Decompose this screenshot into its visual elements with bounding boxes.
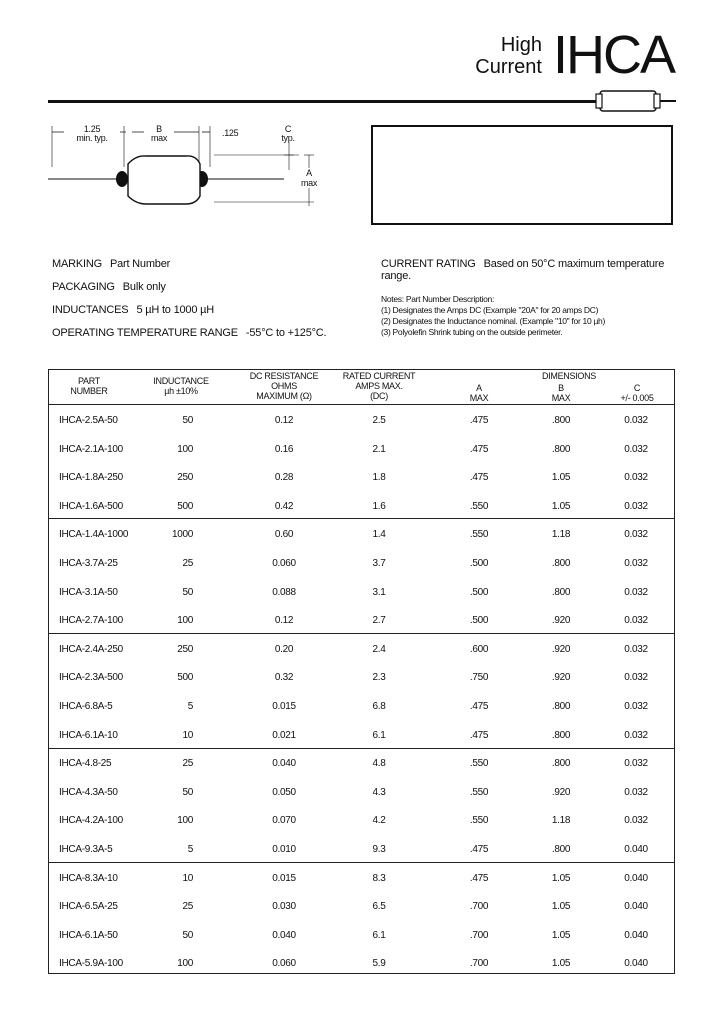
spec-inductances-value: 5 µH to 1000 µH — [136, 304, 214, 316]
th-dcr-3: MAXIMUM (Ω) — [256, 391, 312, 401]
group-divider — [49, 748, 674, 749]
cell-dc-resistance: 0.050 — [272, 786, 296, 798]
cell-dim-c: 0.032 — [624, 586, 648, 598]
cell-dc-resistance: 0.021 — [272, 729, 296, 741]
cell-dim-a: .475 — [469, 701, 489, 712]
cell-dim-a: .550 — [469, 815, 489, 827]
cell-dim-a: .700 — [469, 958, 489, 970]
cell-rated-current: 1.6 — [372, 500, 386, 512]
cell-rated-current: 5.9 — [372, 958, 386, 970]
th-c-2: +/- 0.005 — [620, 393, 654, 403]
th-dim-a — [459, 383, 499, 403]
cell-dim-c: 0.032 — [624, 758, 648, 770]
spec-temperature — [52, 327, 326, 339]
cell-dim-a: .550 — [469, 500, 489, 512]
spec-marking-value: Part Number — [109, 258, 171, 270]
table-row — [49, 501, 674, 515]
cell-part: IHCA-6.1A-10 — [59, 729, 118, 741]
cell-dc-resistance: 0.030 — [272, 901, 296, 913]
note-3: (3) Polyolefin Shrink tubing on the outside perimeter. — [381, 327, 563, 337]
cell-dim-b: .800 — [551, 443, 571, 455]
th-ind-2: µh ±10% — [164, 386, 198, 396]
cell-dim-b: .920 — [551, 643, 571, 655]
dim-c-sub: typ. — [281, 133, 295, 143]
dim-b-sub: max — [150, 133, 168, 143]
cell-dim-a: .475 — [469, 472, 489, 484]
th-rc-1: RATED CURRENT — [342, 371, 416, 381]
cell-dc-resistance: 0.32 — [274, 672, 294, 684]
table-row — [49, 758, 674, 772]
cell-dim-c: 0.040 — [624, 844, 648, 855]
cell-dim-a: .750 — [469, 672, 489, 684]
cell-inductance: 50 — [182, 415, 193, 426]
cell-dim-a: .700 — [469, 929, 489, 941]
th-b-1: B — [558, 383, 564, 393]
cell-dim-c: 0.032 — [624, 786, 648, 798]
cell-inductance: 10 — [182, 729, 193, 741]
cell-rated-current: 6.8 — [372, 701, 386, 712]
cell-dim-c: 0.040 — [624, 958, 648, 970]
th-rc-2: AMPS MAX. — [355, 381, 403, 391]
cell-inductance: 100 — [177, 815, 193, 827]
dim-lead-label: 1.25 — [83, 124, 101, 134]
cell-dim-a: .550 — [469, 786, 489, 798]
spec-inductances-label: INDUCTANCES — [52, 304, 129, 316]
cell-dim-b: 1.18 — [551, 815, 571, 827]
cell-rated-current: 6.1 — [372, 729, 386, 741]
cell-dim-b: .800 — [551, 586, 571, 598]
cell-dim-c: 0.032 — [624, 529, 648, 541]
th-dcr-1: DC RESISTANCE — [249, 371, 319, 381]
cell-rated-current: 2.3 — [372, 672, 386, 684]
cell-dim-b: .800 — [551, 558, 571, 569]
cell-part: IHCA-2.1A-100 — [59, 443, 123, 455]
header-rule — [48, 100, 598, 103]
table-row — [49, 644, 674, 658]
th-dim-c — [609, 383, 665, 403]
th-rated-current — [339, 371, 419, 401]
cell-dim-c: 0.040 — [624, 929, 648, 941]
cell-inductance: 500 — [177, 672, 193, 684]
cell-part: IHCA-3.7A-25 — [59, 558, 118, 569]
table-row — [49, 558, 674, 572]
cell-rated-current: 6.1 — [372, 929, 386, 941]
cell-dim-b: .800 — [551, 844, 571, 855]
cell-dim-c: 0.032 — [624, 643, 648, 655]
table-row — [49, 815, 674, 829]
cell-part: IHCA-6.5A-25 — [59, 901, 118, 913]
dim-b-label: B — [156, 124, 162, 134]
table-row — [49, 844, 674, 858]
cell-dim-c: 0.032 — [624, 500, 648, 512]
cell-dc-resistance: 0.12 — [274, 415, 294, 426]
th-dim-b — [541, 383, 581, 403]
th-inductance — [141, 376, 221, 396]
current-rating-value: Based on 50°C maximum temperature range. — [381, 258, 665, 282]
th-b-2: MAX — [551, 393, 571, 403]
table-header-rule — [49, 404, 674, 405]
cell-dc-resistance: 0.12 — [274, 615, 294, 627]
cell-dim-c: 0.032 — [624, 443, 648, 455]
cell-dim-b: 1.18 — [551, 529, 571, 541]
cell-dim-a: .600 — [469, 643, 489, 655]
cell-part: IHCA-4.3A-50 — [59, 786, 118, 798]
cell-dim-c: 0.032 — [624, 672, 648, 684]
cell-part: IHCA-9.3A-5 — [59, 844, 113, 855]
cell-dim-c: 0.032 — [624, 615, 648, 627]
cell-dc-resistance: 0.16 — [274, 443, 294, 455]
cell-dc-resistance: 0.040 — [272, 758, 296, 770]
cell-rated-current: 3.1 — [372, 586, 386, 598]
note-1: (1) Designates the Amps DC (Example "20A" for 20 amps DC) — [381, 305, 599, 315]
cell-dim-c: 0.032 — [624, 729, 648, 741]
th-part — [49, 376, 129, 396]
cell-dim-a: .475 — [469, 844, 489, 855]
header-high: High — [500, 34, 542, 56]
cell-inductance: 5 — [187, 701, 193, 712]
th-a-2: MAX — [469, 393, 489, 403]
cell-inductance: 10 — [182, 872, 193, 884]
table-row — [49, 787, 674, 801]
cell-rated-current: 2.5 — [372, 415, 386, 426]
cell-dim-a: .500 — [469, 558, 489, 569]
current-rating — [381, 258, 681, 282]
cell-dim-b: .800 — [551, 415, 571, 426]
spec-temperature-value: -55°C to +125°C. — [245, 327, 327, 339]
header-current: Current — [475, 56, 542, 78]
cell-dim-c: 0.032 — [624, 701, 648, 712]
cell-rated-current: 1.4 — [372, 529, 386, 541]
cell-inductance: 100 — [177, 443, 193, 455]
cell-rated-current: 2.4 — [372, 643, 386, 655]
cell-dim-c: 0.040 — [624, 872, 648, 884]
cell-inductance: 250 — [177, 472, 193, 484]
table-row — [49, 730, 674, 744]
current-rating-label: CURRENT RATING — [381, 258, 476, 270]
cell-rated-current: 4.3 — [372, 786, 386, 798]
cell-dim-a: .475 — [469, 872, 489, 884]
spec-marking — [52, 258, 170, 270]
th-dimensions: DIMENSIONS — [541, 371, 596, 381]
cell-dim-c: 0.032 — [624, 815, 648, 827]
cell-dim-b: .920 — [551, 786, 571, 798]
th-rc-3: (DC) — [370, 391, 388, 401]
group-divider — [49, 518, 674, 519]
table-row — [49, 701, 674, 715]
cell-dim-b: .920 — [551, 672, 571, 684]
cell-rated-current: 4.2 — [372, 815, 386, 827]
cell-part: IHCA-2.7A-100 — [59, 615, 123, 627]
cell-dim-c: 0.032 — [624, 558, 648, 569]
cell-rated-current: 8.3 — [372, 872, 386, 884]
cell-part: IHCA-1.6A-500 — [59, 500, 123, 512]
cell-part: IHCA-2.5A-50 — [59, 415, 118, 426]
cell-dim-a: .550 — [469, 758, 489, 770]
cell-dc-resistance: 0.010 — [272, 844, 296, 855]
cell-inductance: 25 — [182, 758, 193, 770]
th-part-2: NUMBER — [70, 386, 108, 396]
table-row — [49, 930, 674, 944]
cell-rated-current: 2.7 — [372, 615, 386, 627]
dim-a-label: A — [306, 168, 312, 178]
spec-table — [48, 369, 675, 974]
spec-temperature-label: OPERATING TEMPERATURE RANGE — [52, 327, 238, 339]
th-ind-1: INDUCTANCE — [153, 376, 209, 386]
cell-dim-b: 1.05 — [551, 929, 571, 941]
dimension-drawing — [44, 122, 344, 212]
cell-part: IHCA-6.8A-5 — [59, 701, 113, 712]
cell-inductance: 50 — [182, 586, 193, 598]
cell-part: IHCA-1.8A-250 — [59, 472, 123, 484]
cell-inductance: 100 — [177, 615, 193, 627]
cell-part: IHCA-4.8-25 — [59, 758, 112, 770]
cell-inductance: 25 — [182, 558, 193, 569]
cell-rated-current: 9.3 — [372, 844, 386, 855]
cell-dim-b: 1.05 — [551, 958, 571, 970]
cell-part: IHCA-6.1A-50 — [59, 929, 118, 941]
th-dc-resistance — [244, 371, 324, 401]
cell-inductance: 50 — [182, 786, 193, 798]
table-row — [49, 672, 674, 686]
table-row — [49, 873, 674, 887]
cell-dim-b: .800 — [551, 701, 571, 712]
cell-rated-current: 3.7 — [372, 558, 386, 569]
cell-rated-current: 6.5 — [372, 901, 386, 913]
cell-dim-b: .920 — [551, 615, 571, 627]
table-row — [49, 958, 674, 972]
cell-dim-a: .550 — [469, 529, 489, 541]
dim-gap-label: .125 — [222, 128, 239, 138]
th-a-1: A — [476, 383, 482, 393]
cell-dim-a: .700 — [469, 901, 489, 913]
cell-dim-b: 1.05 — [551, 472, 571, 484]
cell-dim-a: .500 — [469, 615, 489, 627]
notes — [381, 294, 701, 338]
info-box — [371, 125, 673, 225]
note-2: (2) Designates the Inductance nominal. (Example "10" for 10 µh) — [381, 316, 606, 326]
cell-dc-resistance: 0.015 — [272, 872, 296, 884]
cell-dc-resistance: 0.088 — [272, 586, 296, 598]
cell-dc-resistance: 0.060 — [272, 558, 296, 569]
th-c-1: C — [633, 383, 641, 393]
dim-lead-sub: min. typ. — [76, 133, 108, 143]
cell-part: IHCA-5.9A-100 — [59, 958, 123, 970]
cell-dc-resistance: 0.60 — [274, 529, 294, 541]
spec-inductances — [52, 304, 214, 316]
cell-part: IHCA-1.4A-1000 — [59, 529, 129, 541]
table-row — [49, 472, 674, 486]
group-divider — [49, 862, 674, 863]
cell-dim-b: 1.05 — [551, 901, 571, 913]
table-row — [49, 444, 674, 458]
th-part-1: PART — [78, 376, 100, 386]
cell-part: IHCA-4.2A-100 — [59, 815, 123, 827]
cell-dc-resistance: 0.42 — [274, 500, 294, 512]
dim-c-label: C — [284, 124, 292, 134]
cell-dc-resistance: 0.070 — [272, 815, 296, 827]
cell-dim-b: 1.05 — [551, 500, 571, 512]
spec-packaging — [52, 281, 166, 293]
cell-dim-c: 0.032 — [624, 472, 648, 484]
cell-dim-a: .500 — [469, 586, 489, 598]
cell-inductance: 500 — [177, 500, 193, 512]
cell-rated-current: 4.8 — [372, 758, 386, 770]
th-dcr-2: OHMS — [271, 381, 297, 391]
notes-title: Notes: Part Number Description: — [381, 294, 495, 304]
inductor-icon — [590, 88, 676, 116]
table-row — [49, 615, 674, 629]
cell-part: IHCA-3.1A-50 — [59, 586, 118, 598]
cell-inductance: 250 — [177, 643, 193, 655]
cell-dim-b: .800 — [551, 729, 571, 741]
cell-dc-resistance: 0.060 — [272, 958, 296, 970]
cell-part: IHCA-2.3A-500 — [59, 672, 123, 684]
spec-packaging-value: Bulk only — [122, 281, 166, 293]
cell-dim-a: .475 — [469, 443, 489, 455]
cell-inductance: 50 — [182, 929, 193, 941]
cell-dim-b: .800 — [551, 758, 571, 770]
cell-inductance: 1000 — [171, 529, 193, 541]
cell-dim-c: 0.032 — [624, 415, 648, 426]
cell-part: IHCA-8.3A-10 — [59, 872, 118, 884]
cell-rated-current: 2.1 — [372, 443, 386, 455]
cell-rated-current: 1.8 — [372, 472, 386, 484]
header-model-title: IHCA — [553, 25, 675, 85]
cell-dim-c: 0.040 — [624, 901, 648, 913]
table-row — [49, 587, 674, 601]
cell-dim-a: .475 — [469, 729, 489, 741]
cell-dim-b: 1.05 — [551, 872, 571, 884]
cell-dim-a: .475 — [469, 415, 489, 426]
cell-dc-resistance: 0.040 — [272, 929, 296, 941]
table-row — [49, 529, 674, 543]
cell-inductance: 5 — [187, 844, 193, 855]
cell-part: IHCA-2.4A-250 — [59, 643, 123, 655]
table-row — [49, 901, 674, 915]
cell-dc-resistance: 0.28 — [274, 472, 294, 484]
dim-a-sub: max — [300, 178, 318, 188]
spec-packaging-label: PACKAGING — [52, 281, 115, 293]
spec-marking-label: MARKING — [52, 258, 102, 270]
cell-inductance: 100 — [177, 958, 193, 970]
table-row — [49, 415, 674, 429]
group-divider — [49, 633, 674, 634]
cell-dc-resistance: 0.20 — [274, 643, 294, 655]
cell-dc-resistance: 0.015 — [272, 701, 296, 712]
cell-inductance: 25 — [182, 901, 193, 913]
